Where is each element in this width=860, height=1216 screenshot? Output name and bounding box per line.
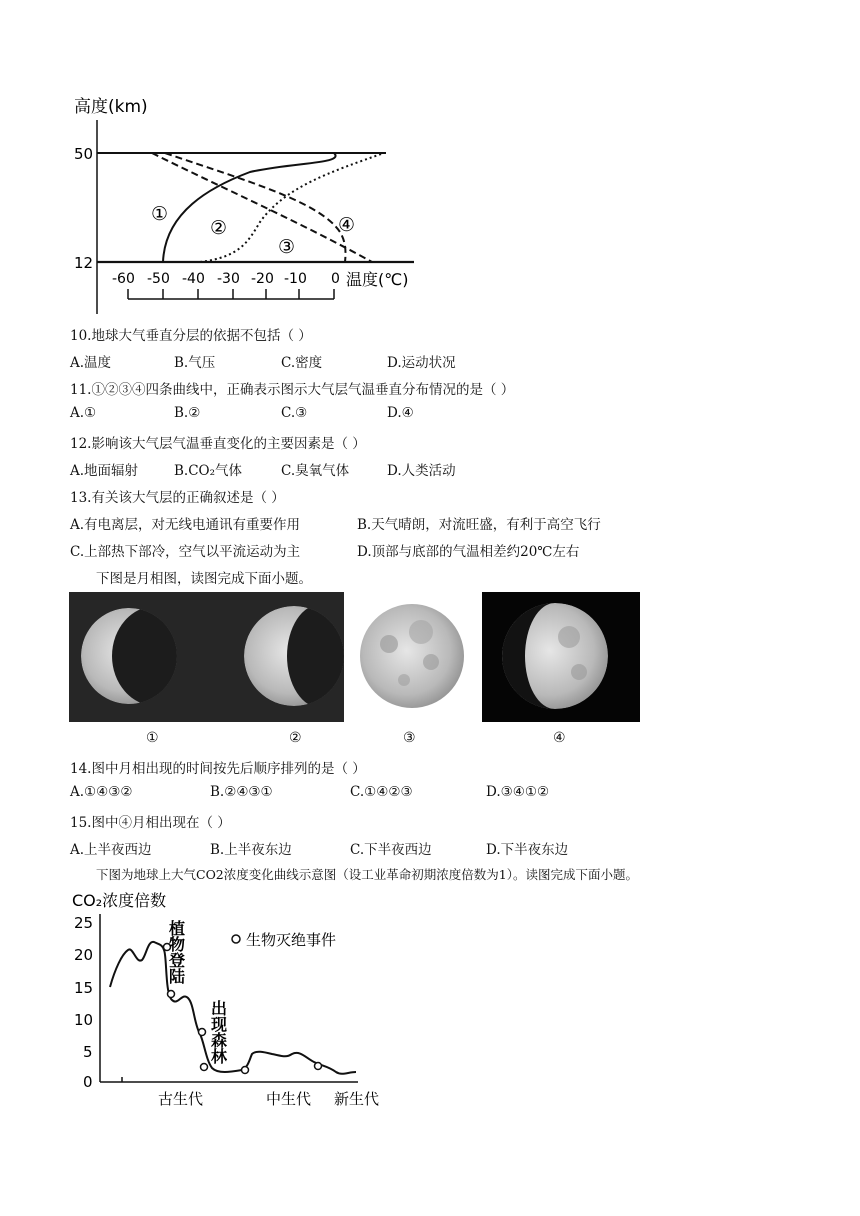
question-11-stem: 11.①②③④四条曲线中，正确表示图示大气层气温垂直分布情况的是（ ） [70,382,515,398]
q11-option-c[interactable]: C.③ [281,405,308,421]
era-label-cenozoic: 新生代 [334,1090,380,1108]
era-label-mesozoic: 中生代 [266,1090,312,1108]
x-tick-0: 0 [331,271,340,287]
x-tick--40: -40 [182,271,205,287]
question-15-stem: 15.图中④月相出现在（ ） [70,815,231,831]
question-10-stem: 10.地球大气垂直分层的依据不包括（ ） [70,328,312,344]
q13-option-b[interactable]: B.天气晴朗，对流旺盛，有利于高空飞行 [357,517,601,533]
temp-chart-x-label: 温度(℃) [346,270,409,289]
moon-intro: 下图是月相图，读图完成下面小题。 [96,571,312,587]
q14-option-c[interactable]: C.①④②③ [350,784,413,800]
curve-label-1: ① [151,203,169,225]
co2-curve [110,942,356,1074]
atmosphere-temperature-chart [70,92,430,316]
co2-y-tick-25: 25 [74,914,94,932]
x-tick--30: -30 [217,271,240,287]
legend-marker [232,935,240,943]
q15-option-a[interactable]: A.上半夜西边 [70,842,152,858]
q12-option-c[interactable]: C.臭氧气体 [281,463,350,479]
q15-option-d[interactable]: D.下半夜东边 [486,842,569,858]
x-tick--20: -20 [251,271,274,287]
moon-label-3: ③ [403,730,416,746]
q15-option-c[interactable]: C.下半夜西边 [350,842,432,858]
annotation-plants-land: 植物登陆 [166,920,186,984]
moon-image-4 [502,603,608,709]
q11-option-a[interactable]: A.① [70,405,97,421]
moon-label-1: ① [146,730,159,746]
q13-option-c[interactable]: C.上部热下部冷，空气以平流运动为主 [70,544,301,560]
q12-option-b[interactable]: B.CO₂气体 [174,463,243,479]
x-tick--60: -60 [112,271,135,287]
co2-y-tick-20: 20 [74,946,94,964]
q14-option-a[interactable]: A.①④③② [70,784,133,800]
q10-option-c[interactable]: C.密度 [281,355,323,371]
co2-y-tick-5: 5 [83,1043,93,1061]
q14-option-d[interactable]: D.③④①② [486,784,550,800]
q13-option-d[interactable]: D.顶部与底部的气温相差约20℃左右 [357,544,580,560]
q12-option-a[interactable]: A.地面辐射 [70,463,139,479]
co2-y-tick-10: 10 [74,1011,94,1029]
annotation-forests-appear: 出现森林 [208,1000,228,1064]
q15-option-b[interactable]: B.上半夜东边 [210,842,292,858]
q10-option-d[interactable]: D.运动状况 [387,355,456,371]
co2-y-tick-15: 15 [74,979,94,997]
y-tick-12: 12 [74,254,94,272]
co2-chart-title: CO₂浓度倍数 [72,891,167,910]
q11-option-d[interactable]: D.④ [387,405,414,421]
q10-option-b[interactable]: B.气压 [174,355,216,371]
co2-legend-label: 生物灭绝事件 [246,931,337,949]
q10-option-a[interactable]: A.温度 [70,355,112,371]
co2-y-tick-0: 0 [83,1073,93,1091]
curve-label-4: ④ [338,214,356,236]
q12-option-d[interactable]: D.人类活动 [387,463,456,479]
co2-intro: 下图为地球上大气CO2浓度变化曲线示意图（设工业革命初期浓度倍数为1）。读图完成下面小题。 [96,867,638,882]
q13-option-a[interactable]: A.有电离层，对无线电通讯有重要作用 [70,517,301,533]
q14-option-b[interactable]: B.②④③① [210,784,273,800]
moon-image-3 [360,604,464,708]
curve-label-2: ② [210,217,228,239]
moon-label-4: ④ [553,730,566,746]
temp-chart-y-label: 高度(km) [74,97,148,117]
temp-scale-ticks [128,289,334,299]
question-12-stem: 12.影响该大气层气温垂直变化的主要因素是（ ） [70,436,366,452]
curve-label-3: ③ [278,236,296,258]
q11-option-b[interactable]: B.② [174,405,201,421]
x-tick--10: -10 [284,271,307,287]
co2-concentration-chart [70,884,400,1114]
y-tick-50: 50 [74,145,94,163]
question-14-stem: 14.图中月相出现的时间按先后顺序排列的是（ ） [70,761,366,777]
question-13-stem: 13.有关该大气层的正确叙述是（ ） [70,490,285,506]
curve-4 [165,153,345,262]
era-label-paleozoic: 古生代 [158,1090,204,1108]
x-tick--50: -50 [147,271,170,287]
moon-label-2: ② [289,730,302,746]
moon-phase-images [69,592,641,724]
